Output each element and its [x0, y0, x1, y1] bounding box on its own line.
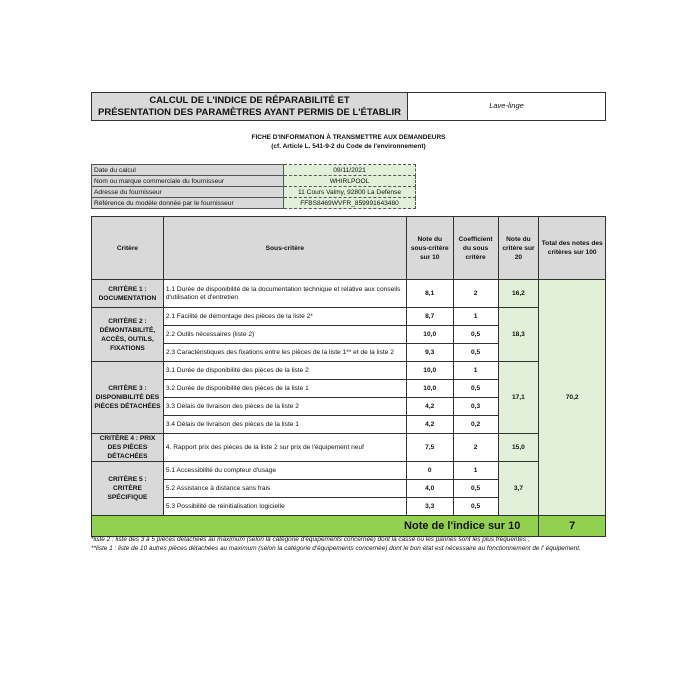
info-value: 11 Cours Valmy, 92800 La Defense [284, 187, 416, 198]
subcriterion-label: 4. Rapport prix des pièces de la liste 2 sur prix de l'équipement neuf [163, 434, 406, 462]
subcriterion-note: 0 [406, 462, 453, 480]
criterion-3-name: CRITÈRE 3 : DISPONIBILITÉ DES PIÈCES DÉTACHÉES [92, 362, 164, 434]
subcriterion-coef: 2 [453, 434, 498, 462]
subcriterion-label: 5.3 Possibilité de réinitialisation logicielle [163, 498, 406, 516]
subcriterion-coef: 1 [453, 462, 498, 480]
product-type: Lave-linge [408, 92, 606, 121]
criterion-score: 17,1 [498, 362, 539, 434]
info-label: Référence du modèle donnée par le fournisseur [92, 198, 284, 209]
col-note-critere: Note du critère sur 20 [498, 217, 539, 280]
criterion-2-name: CRITÈRE 2 : DÉMONTABILITÉ, ACCÈS, OUTILS, FIXATIONS [92, 308, 164, 362]
subcriterion-label: 3.2 Durée de disponibilité des pièces de la liste 1 [163, 380, 406, 398]
subcriterion-label: 5.2 Assistance à distance sans frais [163, 480, 406, 498]
subcriterion-note: 4,2 [406, 398, 453, 416]
subcriterion-label: 2.3 Caractéristiques des fixations entre les pièces de la liste 1** et de la liste 2 [163, 344, 406, 362]
title-line-1: CALCUL DE L'INDICE DE RÉPARABILITÉ ET [149, 95, 350, 106]
form-title [91, 92, 408, 121]
subcriterion-label: 3.3 Délais de livraison des pièces de la liste 2 [163, 398, 406, 416]
info-row [92, 198, 416, 209]
subcriterion-note: 10,0 [406, 326, 453, 344]
criterion-score: 18,3 [498, 308, 539, 362]
subcriterion-coef: 0,5 [453, 498, 498, 516]
supplier-info-table [91, 164, 416, 209]
info-label: Date du calcul [92, 165, 284, 176]
subcriterion-note: 4,2 [406, 416, 453, 434]
criterion-score: 15,0 [498, 434, 539, 462]
col-coefficient: Coefficient du sous critère [453, 217, 498, 280]
subcriterion-label: 3.4 Délais de livraison des pièces de la liste 1 [163, 416, 406, 434]
criterion-1-name: CRITÈRE 1 : DOCUMENTATION [92, 280, 164, 308]
subcriterion-label: 3.1 Durée de disponibilité des pièces de la liste 2 [163, 362, 406, 380]
subcriterion-note: 4,0 [406, 480, 453, 498]
table-row [92, 462, 606, 480]
subcriterion-note: 9,3 [406, 344, 453, 362]
title-line-2: PRÉSENTATION DES PARAMÈTRES AYANT PERMIS DE L'ÉTABLIR [98, 107, 401, 118]
subcriterion-coef: 0,5 [453, 344, 498, 362]
info-value: WHIRLPOOL [284, 176, 416, 187]
info-label: Nom ou marque commerciale du fournisseur [92, 176, 284, 187]
subcriterion-note: 3,3 [406, 498, 453, 516]
info-row [92, 165, 416, 176]
col-total: Total des notes des critères sur 100 [539, 217, 606, 280]
subcriterion-coef: 1 [453, 308, 498, 326]
subcriterion-note: 10,0 [406, 380, 453, 398]
subcriterion-coef: 0,2 [453, 416, 498, 434]
table-header-row [92, 217, 606, 280]
subcriterion-label: 2.2 Outils nécessaires (liste 2) [163, 326, 406, 344]
footnote-list-1: **liste 1 : liste de 10 autres pièces détachées au maximum (selon la catégorie d'équipements concernée) dont le bon état est nécessaire au fonctionnement de l' équipement. [91, 545, 581, 552]
table-row [92, 308, 606, 326]
col-note-sous-critere: Note du sous-critère sur 10 [406, 217, 453, 280]
criterion-score: 16,2 [498, 280, 539, 308]
subcriterion-note: 10,0 [406, 362, 453, 380]
subcriterion-coef: 0,3 [453, 398, 498, 416]
table-row [92, 362, 606, 380]
footnotes [91, 535, 611, 553]
fiche-heading [91, 133, 606, 151]
final-score-label: Note de l'indice sur 10 [92, 516, 539, 537]
criterion-score: 3,7 [498, 462, 539, 516]
fiche-line-1: FICHE D'INFORMATION À TRANSMETTRE AUX DEMANDEURS [251, 134, 446, 141]
info-value: 09/11/2021 [284, 165, 416, 176]
fiche-line-2: (cf. Article L. 541-9-2 du Code de l'environnement) [271, 143, 426, 150]
subcriterion-label: 5.1 Accessibilité du compteur d'usage [163, 462, 406, 480]
subcriterion-coef: 0,5 [453, 480, 498, 498]
table-row [92, 280, 606, 308]
subcriterion-label: 1.1 Durée de disponibilité de la documentation technique et relative aux conseils d'utilisation et d'entretien [163, 280, 406, 308]
subcriterion-coef: 0,5 [453, 380, 498, 398]
subcriterion-note: 7,5 [406, 434, 453, 462]
subcriterion-note: 8,7 [406, 308, 453, 326]
subcriterion-coef: 0,5 [453, 326, 498, 344]
col-critere: Critère [92, 217, 164, 280]
info-value: FFBS8469WVFR_859991643480 [284, 198, 416, 209]
subcriterion-note: 8,1 [406, 280, 453, 308]
total-score: 70,2 [539, 280, 606, 516]
info-row [92, 187, 416, 198]
final-score-value: 7 [539, 516, 606, 537]
criterion-4-name: CRITÈRE 4 : PRIX DES PIÈCES DÉTACHÉES [92, 434, 164, 462]
subcriterion-label: 2.1 Facilité de démontage des pièces de la liste 2* [163, 308, 406, 326]
info-row [92, 176, 416, 187]
subcriterion-coef: 1 [453, 362, 498, 380]
footnote-list-2: *liste 2 : liste des 3 à 5 pièces détachées au maximum (selon la catégorie d'équipements concernée) dont la casse ou les pannes sont les plus fréquentes ; [91, 536, 530, 543]
col-sous-critere: Sous-critère [163, 217, 406, 280]
table-row [92, 434, 606, 462]
subcriterion-coef: 2 [453, 280, 498, 308]
criterion-5-name: CRITÈRE 5 : CRITÈRE SPÉCIFIQUE [92, 462, 164, 516]
info-label: Adresse du fournisseur [92, 187, 284, 198]
final-score-row [92, 516, 606, 537]
repairability-table [91, 216, 606, 537]
